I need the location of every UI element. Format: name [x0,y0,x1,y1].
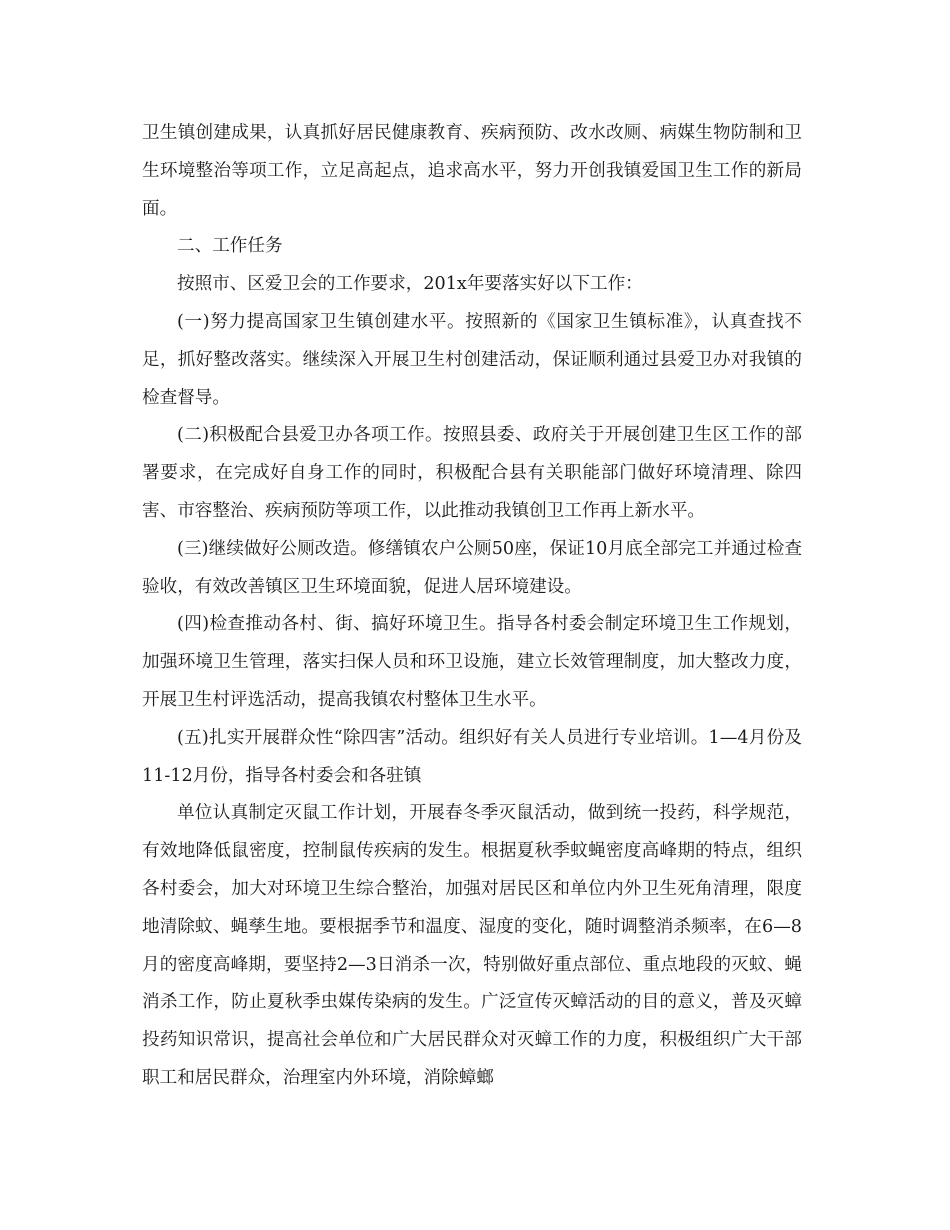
paragraph-intro-continuation: 卫生镇创建成果，认真抓好居民健康教育、疾病预防、改水改厕、病媒生物防制和卫生环境整治等项工作，立足高起点，追求高水平，努力开创我镇爱国卫生工作的新局面。 [142,123,802,219]
paragraph-item-2: (二)积极配合县爱卫办各项工作。按照县委、政府关于开展创建卫生区工作的部署要求，在完成好自身工作的同时，积极配合县有关职能部门做好环境清理、除四害、市容整治、疾病预防等项工作，以此推动我镇创卫工作再上新水平。 [142,425,802,521]
paragraph-item-1: (一)努力提高国家卫生镇创建水平。按照新的《国家卫生镇标准》，认真查找不足，抓好整改落实。继续深入开展卫生村创建活动，保证顺利通过县爱卫办对我镇的检查督导。 [142,311,802,408]
section-heading-work-tasks: 二、工作任务 [177,236,283,257]
paragraph-item-4: (四)检查推动各村、街、搞好环境卫生。指导各村委会制定环境卫生工作规划，加强环境卫生管理，落实扫保人员和环卫设施，建立长效管理制度，加大整改力度，开展卫生村评选活动，提高我镇农村整体卫生水平。 [142,614,802,710]
document-body [142,115,802,1098]
paragraph-item-5-continued: 单位认真制定灭鼠工作计划，开展春冬季灭鼠活动，做到统一投药，科学规范，有效地降低鼠密度，控制鼠传疾病的发生。根据夏秋季蚊蝇密度高峰期的特点，组织各村委会，加大对环境卫生综合整治，加强对居民区和单位内外卫生死角清理，限度地清除蚊、蝇孳生地。要根据季节和温度、湿度的变化，随时调整消杀频率，在6—8月的密度高峰期，要坚持2—3日消杀一次，特别做好重点部位、重点地段的灭蚊、蝇消杀工作，防止夏秋季虫媒传染病的发生。广泛宣传灭蟑活动的目的意义，普及灭蟑投药知识常识，提高社会单位和广大居民群众对灭蟑工作的力度，积极组织广大干部职工和居民群众，治理室内外环境，消除蟑螂 [142,803,802,1088]
paragraph-item-5: (五)扎实开展群众性“除四害”活动。组织好有关人员进行专业培训。1—4月份及11-12月份，指导各村委会和各驻镇 [142,727,802,786]
paragraph-requirements: 按照市、区爱卫会的工作要求，201x年要落实好以下工作： [177,274,643,295]
paragraph-item-3: (三)继续做好公厕改造。修缮镇农户公厕50座，保证10月底全部完工并通过检查验收，有效改善镇区卫生环境面貌，促进人居环境建设。 [142,538,802,597]
